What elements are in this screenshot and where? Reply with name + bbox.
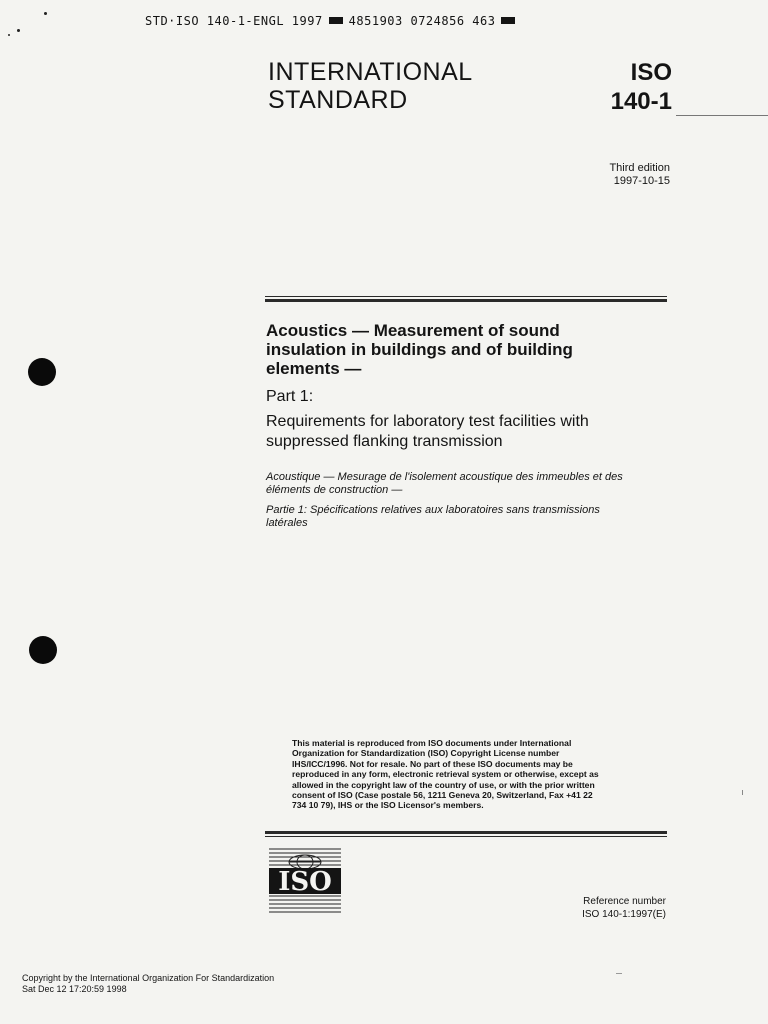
notice-line: consent of ISO (Case postale 56, 1211 Geneva 20, Switzerland, Fax +41 22 (292, 790, 593, 801)
divider-rule (265, 836, 667, 837)
part-label: Part 1: (266, 388, 314, 405)
title-line: STANDARD (268, 86, 408, 114)
divider-rule (265, 831, 667, 834)
part-description-line: Requirements for laboratory test facilities with (266, 413, 589, 430)
reference-value: ISO 140-1:1997(E) (582, 909, 666, 920)
french-part-line: latérales (266, 517, 308, 529)
main-title (266, 321, 666, 378)
french-title (266, 471, 666, 497)
edition-info (609, 162, 670, 188)
footer-line: Copyright by the International Organization For Standardization (22, 973, 275, 983)
french-title-line: Acoustique — Mesurage de l'isolement acoustique des immeubles et des (266, 471, 623, 483)
document-code: STD·ISO 140-1-ENGL 1997 (145, 14, 323, 28)
barcode-number: 4851903 0724856 463 (348, 14, 496, 28)
reference-number (582, 895, 666, 921)
notice-line: IHS/ICC/1996. Not for resale. No part of these ISO documents may be (292, 758, 573, 769)
binder-hole (29, 636, 57, 664)
iso-logo (267, 846, 343, 916)
iso-logo-text: ISO (278, 867, 332, 897)
binder-hole (28, 358, 56, 386)
main-title-line: insulation in buildings and of building (266, 340, 573, 359)
edition-label: Third edition (609, 162, 670, 174)
footer-copyright (22, 973, 274, 995)
notice-line: Organization for Standardization (ISO) Copyright License number (292, 748, 560, 759)
french-part-line: Partie 1: Spécifications relatives aux laboratoires sans transmissions (266, 504, 600, 516)
standard-id: 140-1 (610, 88, 672, 115)
part-description-line: suppressed flanking transmission (266, 433, 503, 450)
notice-line: This material is reproduced from ISO documents under International (292, 738, 572, 748)
document-type-title (268, 58, 473, 114)
barcode-block (501, 17, 515, 24)
divider-rule (265, 296, 667, 297)
scan-speck (616, 973, 622, 974)
document-code-line (145, 14, 521, 28)
scan-speck (17, 29, 20, 32)
notice-line: allowed in the copyright law of the country of use, or with the prior written (292, 779, 595, 790)
barcode-block (329, 17, 343, 24)
main-title-line: Acoustics — Measurement of sound (266, 321, 560, 340)
copyright-notice (292, 738, 624, 811)
footer-line: Sat Dec 12 17:20:59 1998 (22, 984, 127, 994)
reference-label: Reference number (583, 896, 666, 907)
scan-speck (742, 790, 743, 795)
notice-line: reproduced in any form, electronic retrieval system or otherwise, except as (292, 769, 599, 780)
standard-number (611, 58, 672, 116)
french-part (266, 504, 666, 530)
scan-speck (44, 12, 47, 15)
standard-prefix: ISO (630, 59, 672, 86)
notice-line: 734 10 79), IHS or the ISO Licensor's members. (292, 800, 484, 811)
french-title-line: éléments de construction — (266, 484, 403, 496)
divider-rule (265, 299, 667, 302)
edge-line (676, 115, 768, 116)
scan-speck (8, 34, 10, 36)
title-line: INTERNATIONAL (268, 58, 473, 86)
main-title-line: elements — (266, 359, 362, 378)
part-description (266, 412, 666, 452)
edition-date: 1997-10-15 (613, 175, 670, 187)
